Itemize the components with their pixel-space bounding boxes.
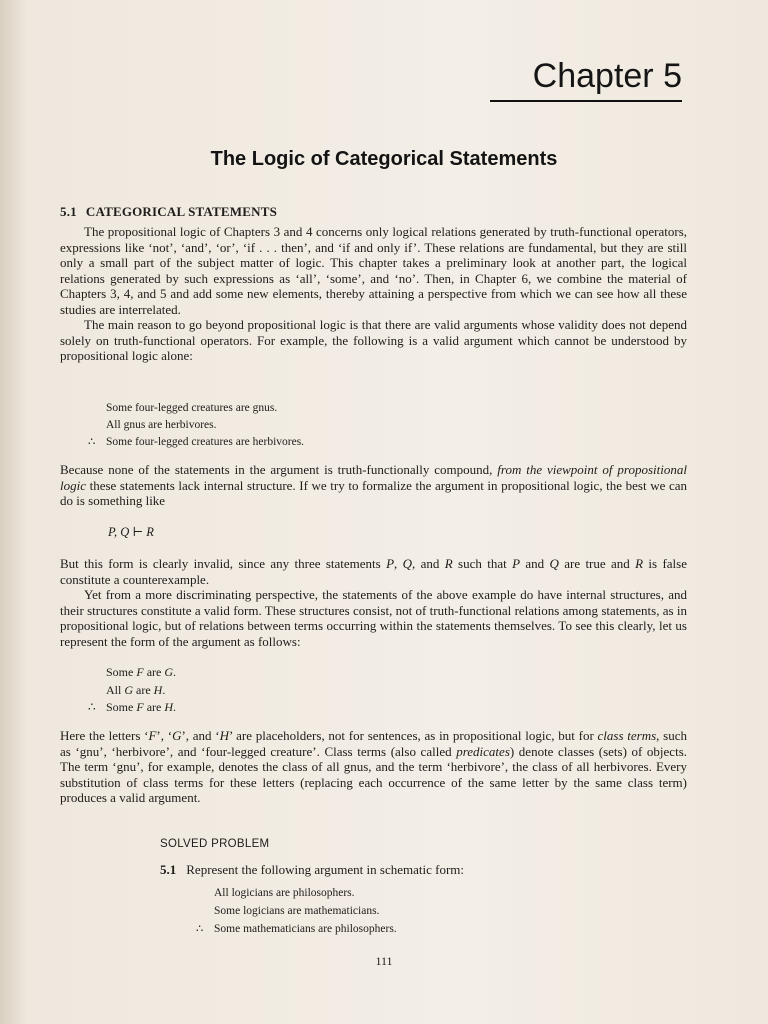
problem-number: 5.1	[160, 862, 177, 877]
solved-problem-prompt	[160, 862, 464, 878]
intro-paragraphs	[60, 224, 687, 364]
problem-premise-2: Some logicians are mathematicians.	[214, 905, 380, 917]
problem-premise-1: All logicians are philosophers.	[214, 887, 355, 899]
argument-schema	[88, 664, 176, 717]
therefore-symbol: ∴	[196, 923, 204, 935]
paragraph-6: Here the letters ‘F’, ‘G’, and ‘H’ are placeholders, not for sentences, as in propositional logic, but for class terms, such as ‘gnu’, ‘herbivore’, and ‘four-legged creature’. Class terms (also called predicates) denote classes (sets) of objects. The term ‘gnu’, for example, denotes the class of all gnus, and the term ‘herbivore’, the class of all herbivores. Every substitution of class terms for these letters (replacing each occurrence of the same letter by the same class term) produces a valid argument.	[60, 728, 687, 805]
section-title: CATEGORICAL STATEMENTS	[85, 204, 277, 219]
paragraph-5: Yet from a more discriminating perspective, the statements of the above example do have internal structures, and their structures constitute a valid form. These structures consist, not of truth-functional relations among statements, as in propositional logic, but of relations between terms occurring within the statements themselves. To see this clearly, let us represent the form of the argument as follows:	[60, 587, 687, 649]
therefore-symbol: ∴	[88, 700, 96, 714]
therefore-symbol: ∴	[88, 436, 96, 448]
problem-text: Represent the following argument in schematic form:	[186, 862, 464, 877]
chapter-heading: Chapter 5	[532, 57, 682, 95]
premise-1: Some four-legged creatures are gnus.	[106, 402, 278, 414]
example-argument	[88, 400, 304, 451]
emphasis-viewpoint: from the viewpoint of propositional logic	[60, 462, 687, 493]
emphasis-class-terms: class terms	[597, 728, 657, 743]
problem-argument	[196, 884, 397, 938]
schema-line-1: Some F are G.	[106, 665, 177, 679]
paragraph-3: Because none of the statements in the argument is truth-functionally compound, from the viewpoint of propositional logic these statements lack internal structure. If we try to formalize the argument in propositional logic, the best we can do is something like	[60, 462, 687, 508]
paragraph-4-5	[60, 556, 687, 649]
schema-line-2: All G are H.	[106, 682, 166, 697]
paragraph-4: But this form is clearly invalid, since any three statements P, Q, and R such that P and Q are true and R is false constitute a counterexample.	[60, 556, 687, 587]
emphasis-predicates: predicates	[456, 743, 510, 759]
premise-2: All gnus are herbivores.	[106, 419, 217, 431]
problem-conclusion: ∴ Some mathematicians are philosophers.	[196, 920, 397, 938]
chapter-title: The Logic of Categorical Statements	[210, 148, 558, 170]
schema-line-3: ∴ Some F are H.	[88, 699, 176, 717]
chapter-rule	[490, 100, 682, 102]
page-number: 111	[375, 954, 393, 968]
conclusion: ∴ Some four-legged creatures are herbivores.	[88, 434, 304, 451]
section-heading	[60, 204, 277, 220]
propositional-formula: P, Q ⊢ R	[108, 525, 154, 539]
paragraph-1: The propositional logic of Chapters 3 and 4 concerns only logical relations generated by truth-functional operators, expressions like ‘not’, ‘and’, ‘or’, ‘if . . . then’, and ‘if and only if’. These relations are fundamental, but they are still only a small part of the subject matter of logic. This chapter takes a preliminary look at another part, the logical relations generated by such expressions as ‘all’, ‘some’, and ‘no’. Then, in Chapter 6, we combine the material of Chapters 3, 4, and 5 and add some new elements, thereby attaining a perspective from which we can see how all these studies are interrelated.	[60, 224, 687, 317]
section-number: 5.1	[60, 204, 77, 219]
paragraph-2: The main reason to go beyond propositional logic is that there are valid arguments whose validity does not depend solely on truth-functional operators. For example, the following is a valid argument which cannot be understood by propositional logic alone:	[60, 317, 687, 363]
solved-problem-label: SOLVED PROBLEM	[160, 838, 270, 850]
